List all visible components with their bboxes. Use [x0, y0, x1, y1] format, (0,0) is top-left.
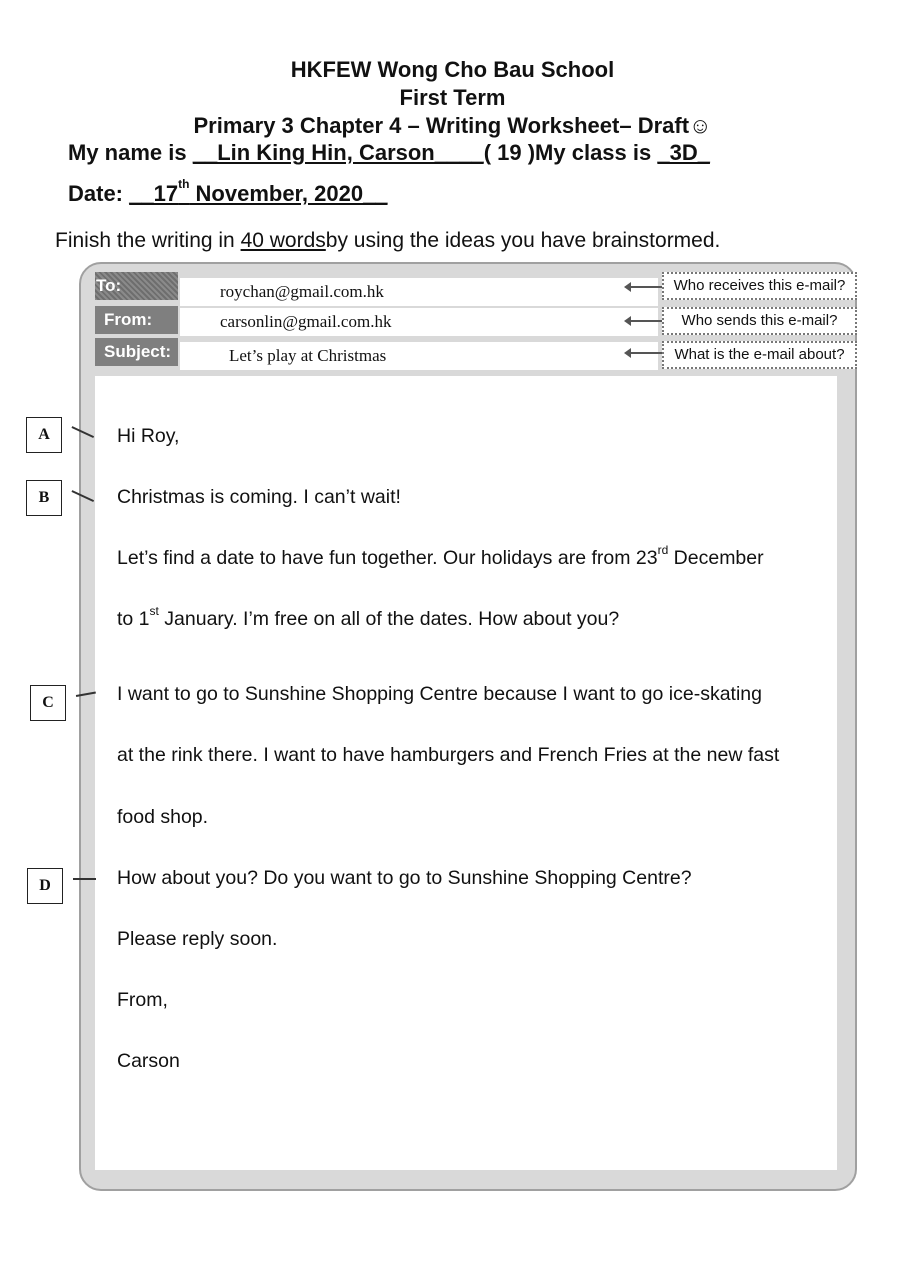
school-name: HKFEW Wong Cho Bau School — [290, 57, 615, 82]
from-label: From: — [95, 306, 178, 334]
class-number: ( 19 ) — [483, 140, 536, 165]
arrow-left-icon — [630, 320, 662, 322]
letter-closing: From, — [117, 989, 168, 1011]
marker-b: B — [26, 480, 62, 516]
name-line — [68, 140, 710, 166]
hint-subject: What is the e-mail about? — [662, 341, 857, 369]
marker-d: D — [27, 868, 63, 904]
marker-c: C — [30, 685, 66, 721]
hint-from: Who sends this e-mail? — [662, 307, 857, 335]
letter-line: Let’s find a date to have fun together. Our holidays are from 23rd December — [117, 543, 764, 569]
letter-line: Please reply soon. — [117, 928, 278, 950]
marker-a: A — [26, 417, 62, 453]
word-count: 40 words — [240, 229, 326, 252]
term-label: First Term — [399, 85, 506, 110]
subject-label: Subject: — [95, 338, 178, 366]
letter-line: to 1st January. I’m free on all of the dates. How about you? — [117, 604, 620, 630]
instruction: Finish the writing in 40 wordsby using the ideas you have brainstormed. — [55, 229, 721, 252]
name-prefix: My name is — [68, 140, 193, 165]
to-label: To: — [95, 272, 178, 300]
letter-line: I want to go to Sunshine Shopping Centre because I want to go ice-skating — [117, 683, 762, 705]
date-prefix: Date: — [68, 181, 130, 206]
class-prefix: My class is — [535, 140, 658, 165]
date-value: __17th November, 2020__ — [129, 177, 388, 206]
date-line — [68, 177, 388, 207]
letter-line: food shop. — [117, 806, 209, 828]
arrow-left-icon — [630, 286, 662, 288]
hint-to: Who receives this e-mail? — [662, 272, 857, 300]
letter-line: Christmas is coming. I can’t wait! — [117, 486, 401, 508]
to-field: roychan@gmail.com.hk — [180, 278, 658, 306]
marker-d-line — [73, 878, 96, 880]
letter-line: at the rink there. I want to have hamburgers and French Fries at the new fast — [117, 744, 780, 766]
subject-field: Let’s play at Christmas — [180, 342, 658, 370]
student-class: _3D_ — [657, 140, 710, 165]
arrow-left-icon — [630, 352, 662, 354]
letter-greeting: Hi Roy, — [117, 425, 180, 447]
letter-line: How about you? Do you want to go to Sunshine Shopping Centre? — [117, 867, 692, 889]
from-field: carsonlin@gmail.com.hk — [180, 308, 658, 336]
worksheet-title: Primary 3 Chapter 4 – Writing Worksheet– Draft☺ — [193, 113, 712, 138]
student-name: __Lin King Hin, Carson____ — [192, 140, 484, 165]
letter-signature: Carson — [117, 1050, 180, 1072]
